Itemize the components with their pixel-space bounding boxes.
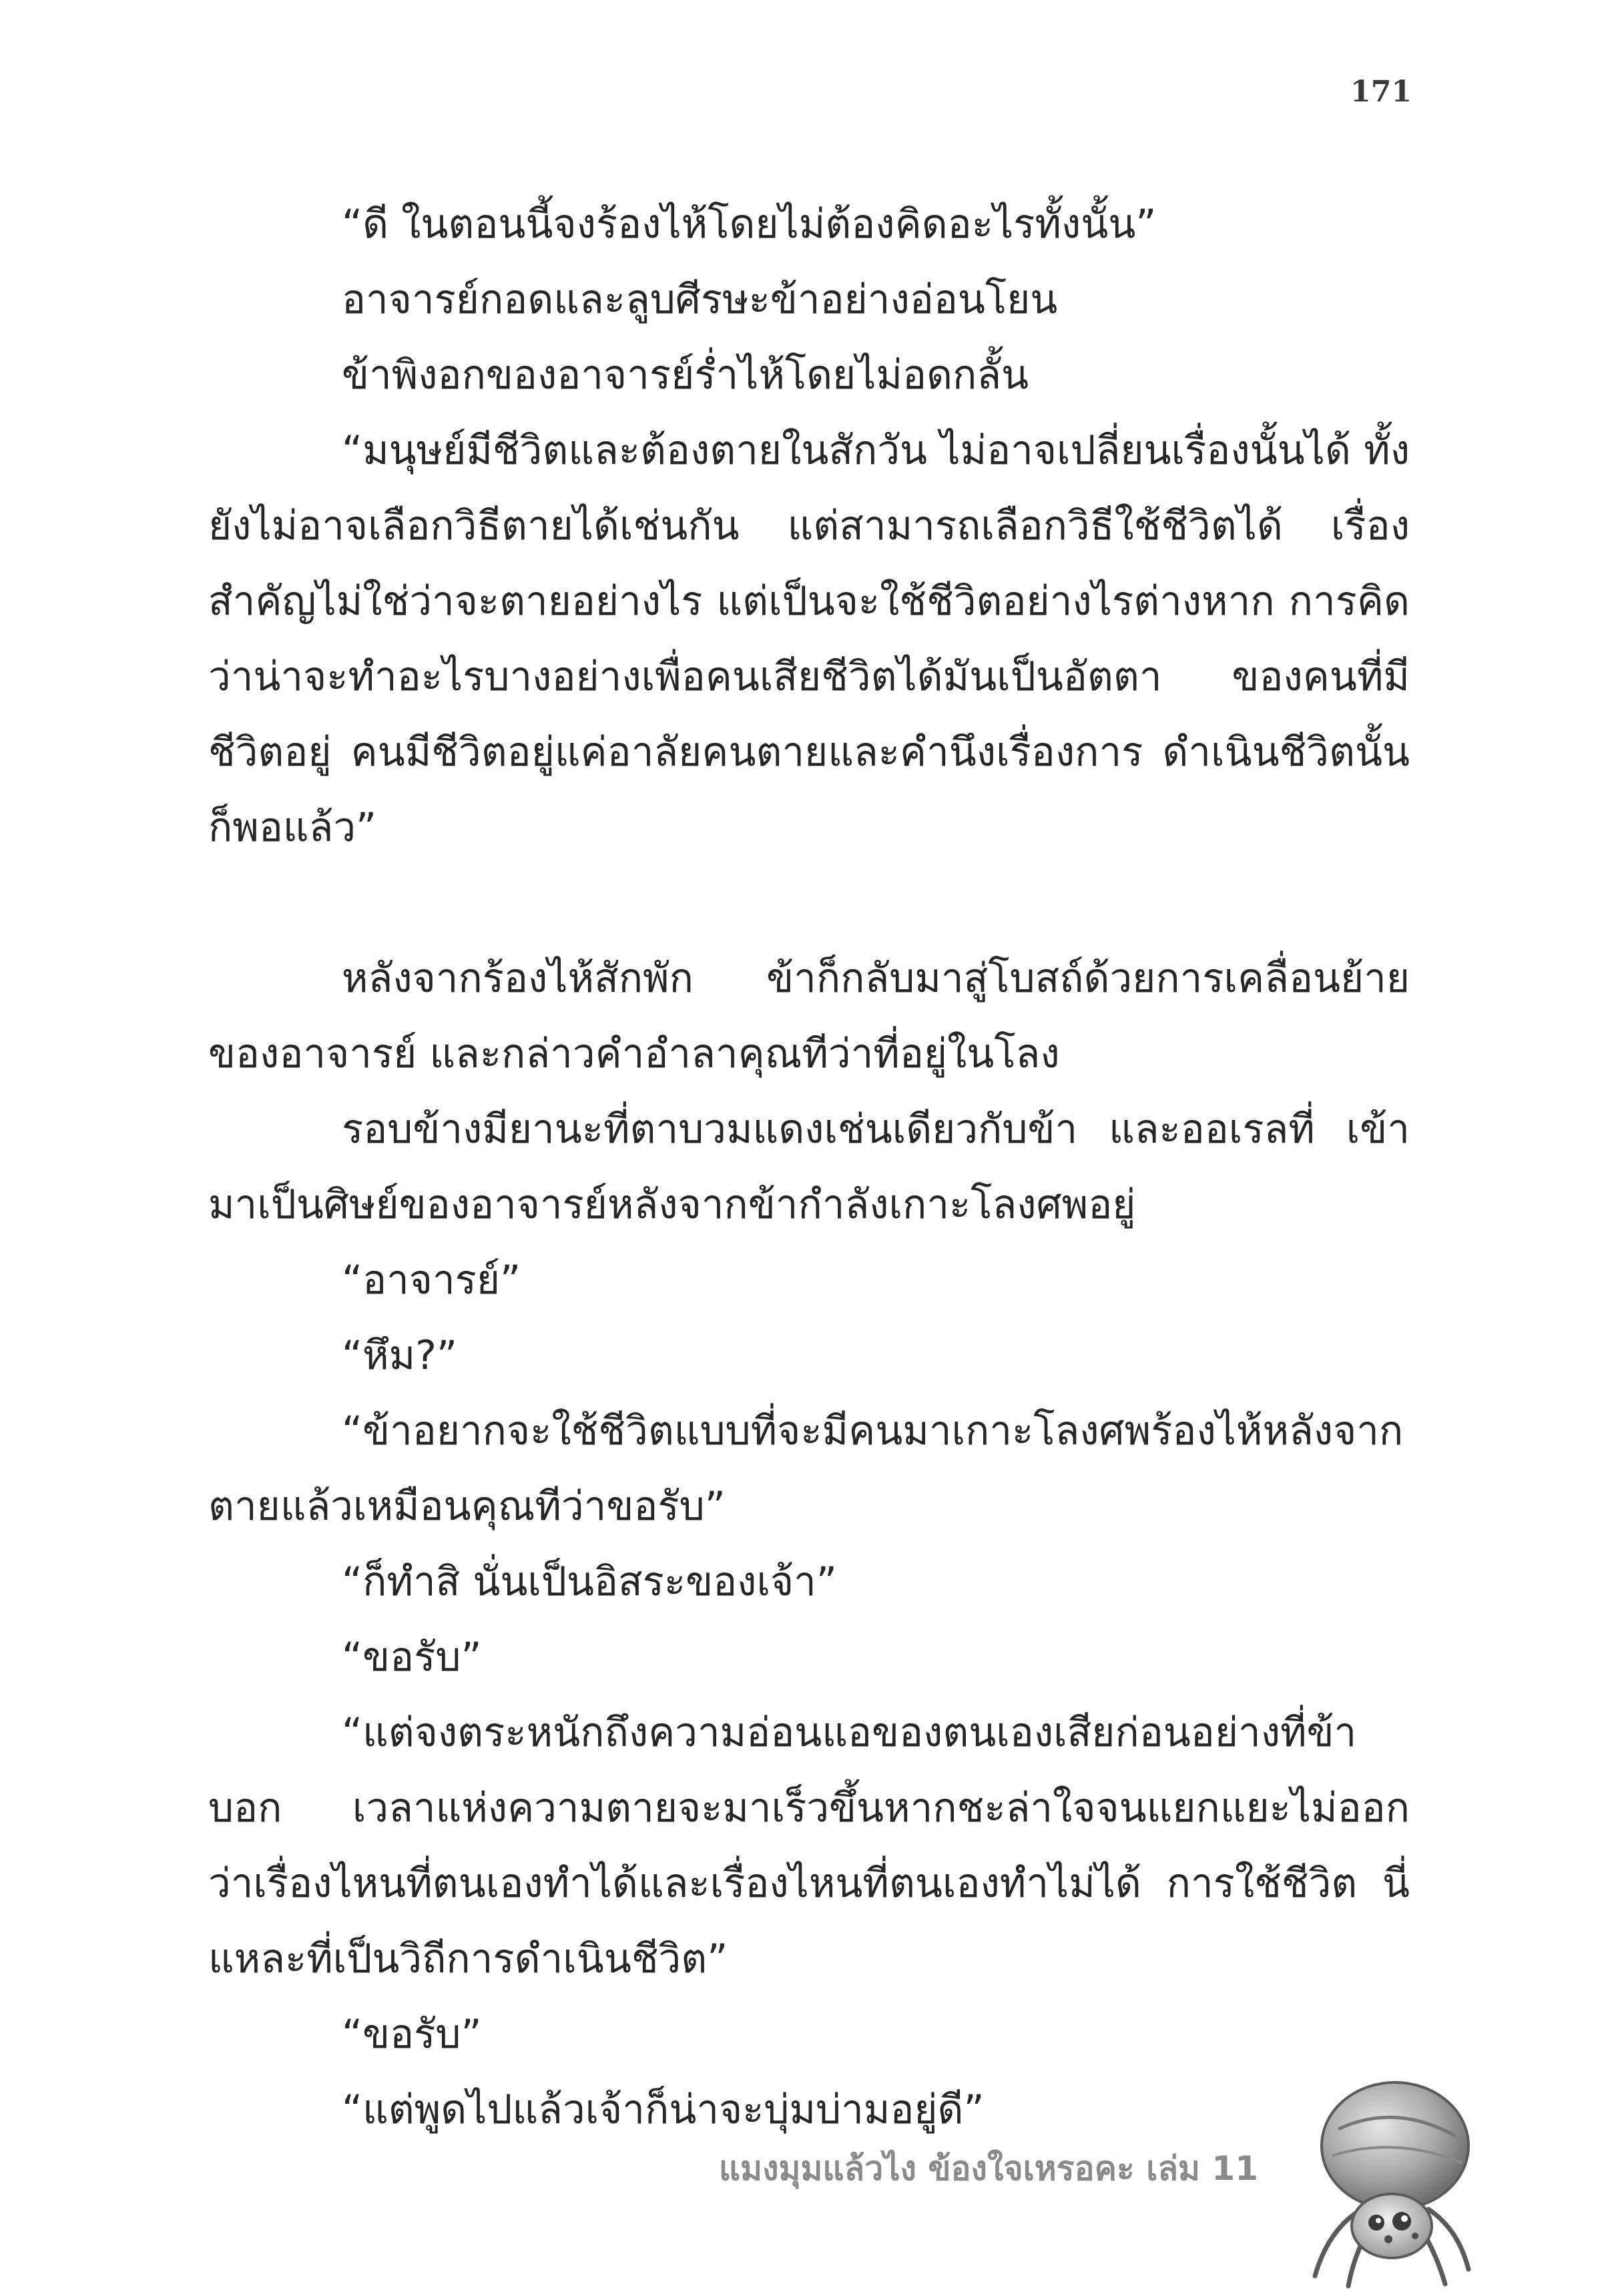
paragraph: “แต่จงตระหนักถึงความอ่อนแอของตนเองเสียก่อนอย่างที่ข้า บอก เวลาแห่งความตายจะมาเร็วขึ้นหากชะล่าใจจนแยกแยะไม่ออก ว่าเรื่องไหนที่ตนเองทำได้และเรื่องไหนที่ตนเองทำไม่ได้ การใช้ชีวิต นี่แหละที่เป็นวิถีการดำเนินชีวิต” [208,1709,1410,1982]
body-text [208,187,1410,2148]
section-break [208,866,1410,941]
paragraph: “ขอรับ” [342,1634,482,1681]
paragraph: “ก็ทำสิ นั่นเป็นอิสระของเจ้า” [342,1558,837,1605]
paragraph: “ข้าอยากจะใช้ชีวิตแบบที่จะมีคนมาเกาะโลงศพร้องไห้หลังจาก ตายแล้วเหมือนคุณทีว่าขอรับ” [208,1408,1404,1530]
paragraph: หลังจากร้องไห้สักพัก ข้าก็กลับมาสู่โบสถ์ด้วยการเคลื่อนย้าย ของอาจารย์ และกล่าวคำอำลาคุณทีว่าที่อยู่ในโลง [208,955,1410,1077]
paragraph: “แต่พูดไปแล้วเจ้าก็น่าจะบุ่มบ่ามอยู่ดี” [342,2086,985,2133]
paragraph: รอบข้างมียานะที่ตาบวมแดงเช่นเดียวกับข้า และออเรลที่ เข้ามาเป็นศิษย์ของอาจารย์หลังจากข้ากำลังเกาะโลงศพอยู่ [208,1106,1410,1228]
paragraph: “มนุษย์มีชีวิตและต้องตายในสักวัน ไม่อาจเปลี่ยนเรื่องนั้นได้ ทั้งยังไม่อาจเลือกวิธีตายได้เช่นกัน แต่สามารถเลือกวิธีใช้ชีวิตได้ เรื่องสำคัญไม่ใช่ว่าจะตายอย่างไร แต่เป็นจะใช้ชีวิตอย่างไรต่างหาก การคิดว่าน่าจะทำอะไรบางอย่างเพื่อคนเสียชีวิตได้มันเป็นอัตตา ของคนที่มีชีวิตอยู่ คนมีชีวิตอยู่แค่อาลัยคนตายและคำนึงเรื่องการ ดำเนินชีวิตนั้นก็พอแล้ว” [208,427,1410,851]
paragraph: “ดี ในตอนนี้จงร้องไห้โดยไม่ต้องคิดอะไรทั้งนั้น” [342,201,1157,248]
paragraph: “อาจารย์” [342,1257,521,1304]
paragraph: “ขอรับ” [342,2011,482,2058]
footer-title: แมงมุมแล้วไง ข้องใจเหรอคะ เล่ม 11 [718,2149,1258,2188]
paragraph: ข้าพิงอกของอาจารย์ร่ำไห้โดยไม่อดกลั้น [342,352,1029,398]
paragraph: “หึม?” [342,1332,458,1379]
paragraph: อาจารย์กอดและลูบศีรษะข้าอย่างอ่อนโยน [342,276,1058,323]
page-number: 171 [1350,75,1412,109]
spider-mascot-icon [1302,2076,1475,2289]
